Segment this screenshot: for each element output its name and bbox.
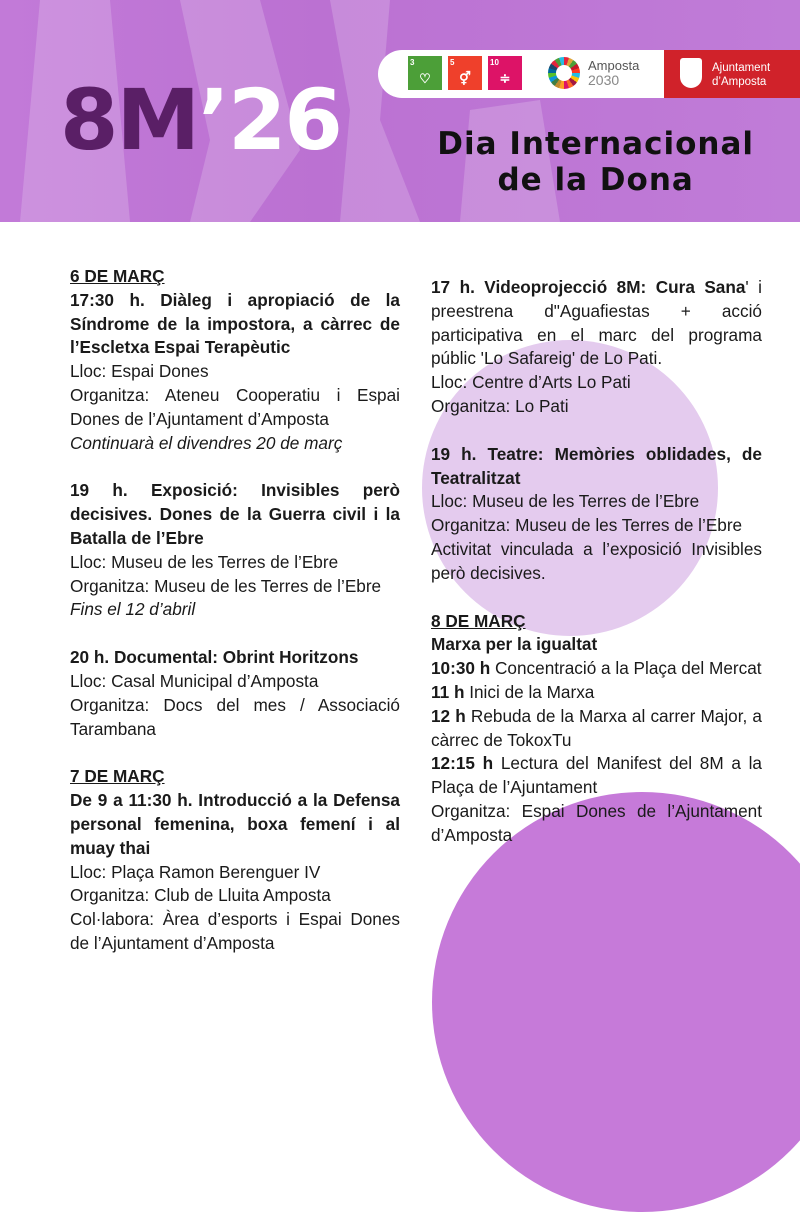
sdg-5-number: 5 [450, 58, 455, 67]
council-name [712, 61, 770, 89]
reduced-inequalities-icon: ≑ [499, 71, 511, 86]
schedule-text: Concentració a la Plaça del Mercat [490, 658, 762, 679]
event-title: Marxa per la igualtat [431, 634, 598, 655]
schedule-item [431, 705, 762, 753]
day-heading: 7 DE MARÇ [70, 766, 165, 787]
schedule-item [431, 752, 762, 800]
event-organizer: Organitza: Espai Dones de l’Ajuntament d’Amposta [431, 800, 762, 845]
sdg-10-logo [488, 56, 522, 90]
subtitle-line-2: de la Dona [497, 162, 694, 198]
event-title-year: ’26 [198, 71, 341, 169]
event-organizer: Organitza: Lo Pati [431, 395, 569, 416]
event-place: Lloc: Casal Municipal d’Amposta [70, 670, 319, 691]
sdg-5-logo [448, 56, 482, 90]
event-subtitle [437, 126, 754, 198]
schedule-time: 11 h [431, 681, 465, 702]
event-organizer: Organitza: Museu de les Terres de l’Ebre [70, 575, 382, 596]
left-column [70, 265, 400, 956]
event-note: Fins el 12 d’abril [70, 599, 196, 620]
schedule-text: Rebuda de la Marxa al carrer Major, a càrrec de TokoxTu [431, 705, 762, 750]
event-title: 17 h. Videoprojecció 8M: Cura Sana [431, 277, 746, 297]
event-organizer: Organitza: Ateneu Cooperatiu i Espai Dones de l’Ajuntament d’Amposta [70, 384, 400, 429]
agenda-name: Amposta [588, 58, 640, 73]
event-place: Lloc: Museu de les Terres de l’Ebre [431, 491, 700, 512]
council-shield-icon [680, 58, 702, 88]
event-title: 17:30 h. Diàleg i apropiació de la Síndrome de la impostora, a càrrec de l’Escletxa Espai Terapèutic [70, 289, 400, 358]
schedule-text: Inici de la Marxa [464, 681, 595, 702]
right-column [431, 276, 762, 848]
schedule-time: 10:30 h [431, 658, 491, 679]
schedule-item [431, 657, 762, 681]
day-heading: 8 DE MARÇ [431, 610, 526, 631]
council-name-line-2: d’Amposta [712, 76, 767, 88]
schedule-text: Lectura del Manifest del 8M a la Plaça de l’Ajuntament [431, 753, 762, 798]
event-title: 20 h. Documental: Obrint Horitzons [70, 647, 359, 668]
amposta-2030-logo [588, 58, 639, 88]
event-place: Lloc: Centre d’Arts Lo Pati [431, 372, 631, 393]
decorative-circle-purple [432, 792, 800, 1212]
event-organizer: Organitza: Docs del mes / Associació Tarambana [70, 694, 400, 739]
event-title: 19 h. Exposició: Invisibles però decisives. Dones de la Guerra civil i la Batalla de l’Ebre [70, 480, 400, 548]
event-place: Lloc: Plaça Ramon Berenguer IV [70, 861, 321, 882]
header-banner [0, 0, 800, 222]
agenda-year: 2030 [588, 72, 620, 88]
event-title [60, 71, 341, 169]
sdg-wheel-icon [548, 57, 580, 89]
schedule-item [431, 681, 762, 705]
sdg-3-number: 3 [410, 58, 415, 67]
event-organizer: Organitza: Museu de les Terres de l’Ebre [431, 515, 743, 536]
event-collaborator: Col·labora: Àrea d’esports i Espai Dones de l’Ajuntament d’Amposta [70, 909, 400, 953]
event-title-rest: ' i preestrena d"Aguafiestas + acció participativa en el marc del programa públic 'Lo Safareig' de Lo Pati. [431, 277, 762, 369]
event-organizer: Organitza: Club de Lluita Amposta [70, 885, 331, 906]
sdg-3-logo [408, 56, 442, 90]
event-description [431, 276, 762, 371]
event-place: Lloc: Museu de les Terres de l’Ebre [70, 551, 339, 572]
council-name-line-1: Ajuntament [712, 62, 771, 74]
event-place: Lloc: Espai Dones [70, 361, 209, 382]
heartbeat-icon: ♡ [419, 71, 431, 86]
event-note: Activitat vinculada a l’exposició Invisibles però decisives. [431, 538, 762, 583]
event-title-main: 8M [60, 71, 199, 169]
gender-equality-icon: ⚥ [459, 71, 471, 86]
event-note: Continuarà el divendres 20 de març [70, 432, 343, 453]
schedule-time: 12 h [431, 705, 466, 726]
event-title: De 9 a 11:30 h. Introducció a la Defensa personal femenina, boxa femení i al muay thai [70, 790, 400, 858]
day-heading: 6 DE MARÇ [70, 266, 165, 286]
sdg-10-number: 10 [490, 58, 499, 67]
schedule-time: 12:15 h [431, 753, 494, 774]
subtitle-line-1: Dia Internacional [437, 126, 754, 162]
event-title: 19 h. Teatre: Memòries oblidades, de Teatralitzat [431, 443, 762, 488]
